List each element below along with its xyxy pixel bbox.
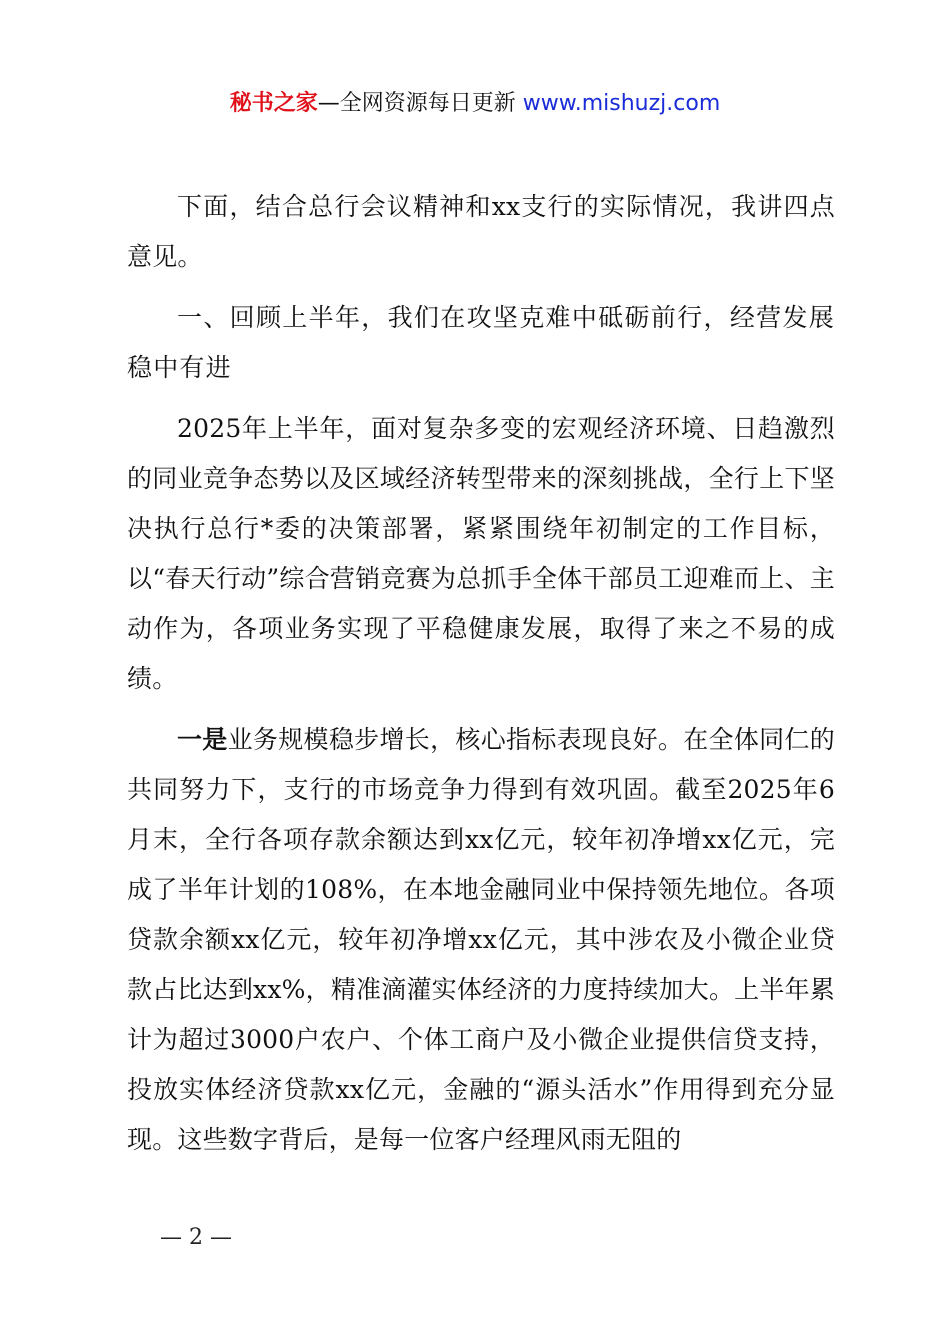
body-paragraph: 2025年上半年，面对复杂多变的宏观经济环境、日趋激烈的同业竞争态势以及区域经济转型带来的深刻挑战，全行上下坚决执行总行*委的决策部署，紧紧围绕年初制定的工作目标，以“春天行动”综合营销竞赛为总抓手全体干部员工迎难而上、主动作为，各项业务实现了平稳健康发展，取得了来之不易的成绩。 bbox=[127, 414, 835, 693]
header-slogan: —全网资源每日更新 bbox=[317, 91, 523, 116]
point-text: 业务规模稳步增长，核心指标表现良好。在全体同仁的共同努力下，支行的市场竞争力得到有效巩固。截至2025年6月末，全行各项存款余额达到xx亿元，较年初净增xx亿元，完成了半年计划的108%，在本地金融同业中保持领先地位。各项贷款余额xx亿元，较年初净增xx亿元，其中涉农及小微企业贷款占比达到xx%，精准滴灌实体经济的力度持续加大。上半年累计为超过3000户农户、个体工商户及小微企业提供信贷支持，投放实体经济贷款xx亿元，金融的“源头活水”作用得到充分显现。这些数字背后，是每一位客户经理风雨无阻的 bbox=[127, 725, 835, 1154]
section-heading: 一、回顾上半年，我们在攻坚克难中砥砺前行，经营发展稳中有进 bbox=[127, 303, 835, 382]
header-url-link[interactable]: www.mishuzj.com bbox=[522, 91, 721, 116]
body-paragraph-point-one bbox=[127, 715, 835, 1165]
page-number: — 2 — bbox=[160, 1225, 232, 1250]
brand-name: 秘书之家 bbox=[229, 91, 318, 116]
point-lead: 一是 bbox=[177, 725, 228, 754]
intro-paragraph: 下面，结合总行会议精神和xx支行的实际情况，我讲四点意见。 bbox=[127, 192, 835, 271]
site-header bbox=[0, 86, 950, 122]
document-body bbox=[127, 182, 835, 1176]
